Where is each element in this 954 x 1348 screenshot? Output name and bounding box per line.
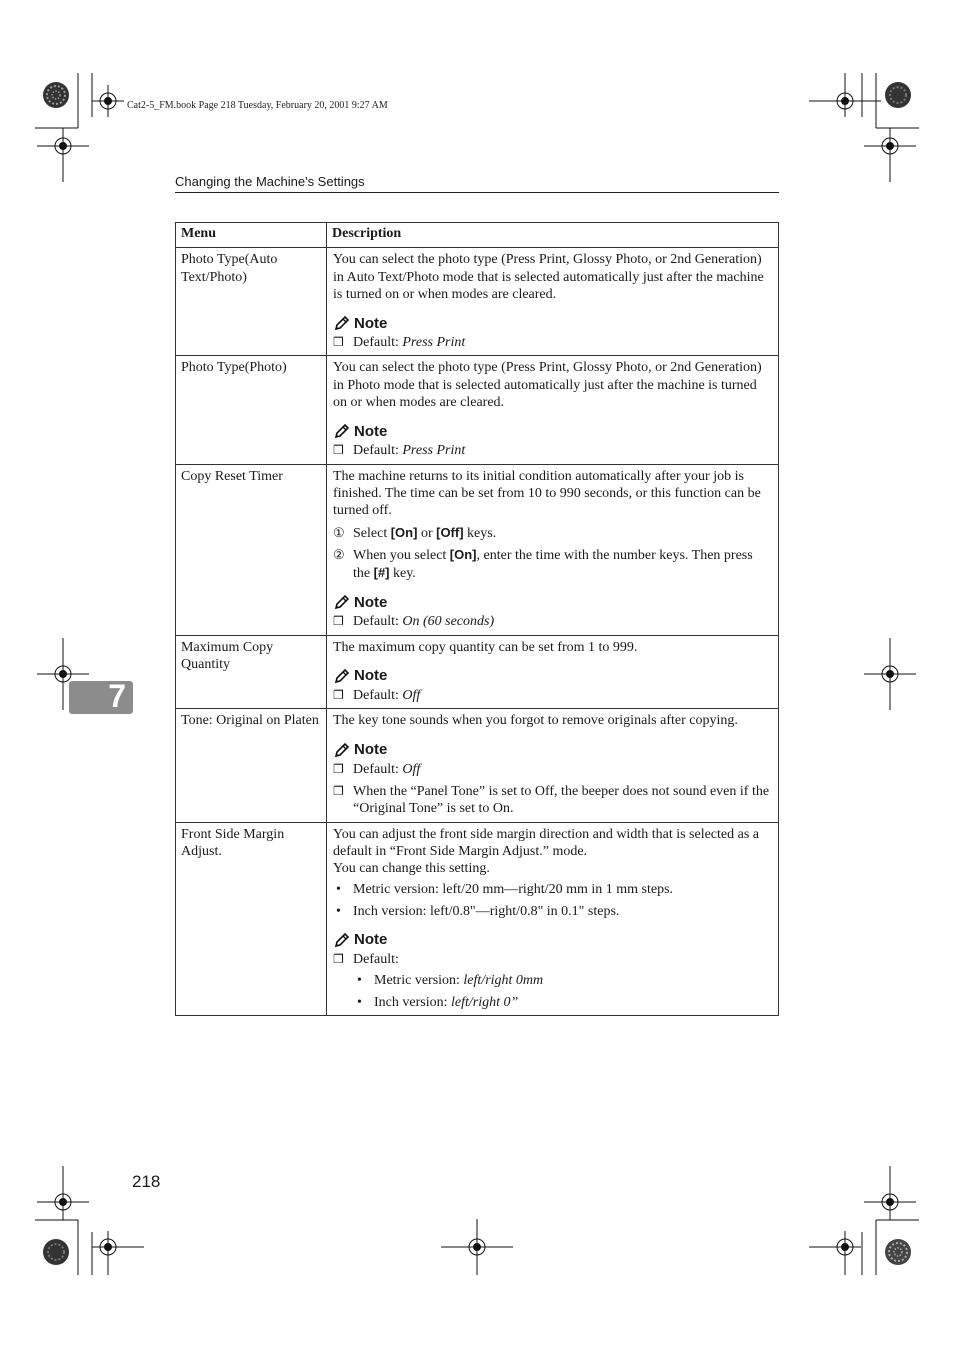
note-label: Note	[354, 740, 388, 758]
note-extra-text: When the “Panel Tone” is set to Off, the beeper does not sound even if the “Original Tone” is set to On.	[353, 783, 770, 817]
note-heading	[333, 930, 773, 950]
bullet-item	[333, 903, 773, 920]
checkbox-bullet-icon: ❒	[333, 761, 344, 776]
pencil-note-icon	[333, 931, 351, 949]
key-name: [Off]	[436, 524, 464, 540]
note-default-value: Off	[402, 688, 421, 704]
table-row	[176, 635, 779, 709]
sub-bullet-label: Metric version:	[374, 973, 464, 989]
note-item	[333, 613, 773, 630]
step-number: ②	[333, 546, 345, 562]
note-default-label: Default:	[353, 443, 399, 459]
checkbox-bullet-icon: ❒	[333, 688, 344, 703]
note-heading	[333, 740, 773, 760]
sub-bullet-label: Inch version:	[374, 994, 451, 1010]
description-cell	[327, 356, 779, 464]
pencil-note-icon	[333, 314, 351, 332]
bullet-text: Metric version: left/20 mm—right/20 mm in 1 mm steps.	[353, 882, 674, 898]
description-text: The key tone sounds when you forgot to remove originals after copying.	[333, 713, 738, 729]
description-text: You can select the photo type (Press Print, Glossy Photo, or 2nd Generation) in Auto Text/Photo mode that is selected automatically just after the machine is turned on or when modes are cleared.	[333, 252, 764, 302]
pencil-note-icon	[333, 422, 351, 440]
description-cell	[327, 464, 779, 635]
note-item	[333, 783, 773, 818]
menu-cell: Photo Type(Auto Text/Photo)	[176, 248, 327, 356]
step-text: or	[417, 525, 437, 541]
table-header-row	[176, 223, 779, 248]
menu-cell: Maximum Copy Quantity	[176, 635, 327, 709]
note-label: Note	[354, 422, 388, 440]
sub-bullet-value: left/right 0”	[450, 994, 519, 1010]
bullet-item	[333, 881, 773, 898]
step-item	[333, 524, 773, 542]
note-heading	[333, 666, 773, 686]
note-default-value: Press Print	[402, 443, 466, 459]
table-row	[176, 822, 779, 1015]
checkbox-bullet-icon: ❒	[333, 443, 344, 458]
step-text: keys.	[463, 525, 497, 541]
menu-cell: Tone: Original on Platen	[176, 709, 327, 822]
note-default-value: On (60 seconds)	[402, 614, 495, 630]
column-header-menu: Menu	[176, 223, 327, 248]
key-name: [On]	[449, 546, 477, 562]
note-default-label: Default:	[353, 614, 399, 630]
note-default-label: Default:	[353, 335, 399, 351]
note-heading	[333, 313, 773, 333]
note-label: Note	[354, 931, 388, 949]
note-default-label: Default:	[353, 952, 399, 968]
note-item	[333, 334, 773, 351]
checkbox-bullet-icon: ❒	[333, 783, 344, 798]
description-text: You can adjust the front side margin direction and width that is selected as a default in “Front Side Margin Adjust.” mode.	[333, 826, 760, 859]
note-default-label: Default:	[353, 761, 399, 777]
bullet-icon: •	[357, 973, 362, 989]
step-text: key.	[389, 566, 416, 582]
description-text: The machine returns to its initial condition automatically after your job is finished. The time can be set from 10 to 990 seconds, or this function can be turned off.	[333, 468, 761, 519]
menu-cell: Photo Type(Photo)	[176, 356, 327, 464]
note-item	[333, 761, 773, 778]
note-item	[333, 687, 773, 704]
description-cell	[327, 709, 779, 822]
checkbox-bullet-icon: ❒	[333, 614, 344, 629]
step-text: , enter the time with the number keys. Then press the	[353, 547, 753, 582]
description-text: The maximum copy quantity can be set from 1 to 999.	[333, 639, 638, 655]
bullet-icon: •	[336, 903, 341, 919]
bullet-icon: •	[336, 882, 341, 898]
chapter-tab	[69, 678, 133, 714]
table-row	[176, 356, 779, 464]
checkbox-bullet-icon: ❒	[333, 952, 344, 967]
description-text: You can select the photo type (Press Print, Glossy Photo, or 2nd Generation) in Photo mode that is selected automatically just after the machine is turned on or when modes are cleared.	[333, 360, 762, 411]
note-default-label: Default:	[353, 688, 399, 704]
checkbox-bullet-icon: ❒	[333, 335, 344, 350]
book-info-line: Cat2-5_FM.book Page 218 Tuesday, February 20, 2001 9:27 AM	[127, 100, 388, 111]
table-row	[176, 248, 779, 356]
pencil-note-icon	[333, 667, 351, 685]
note-item	[333, 951, 773, 968]
description-text-2: You can change this setting.	[333, 861, 490, 877]
bullet-icon: •	[357, 994, 362, 1010]
pencil-note-icon	[333, 741, 351, 759]
step-text: Select	[353, 525, 391, 541]
table-row	[176, 709, 779, 822]
chapter-number: 7	[108, 678, 126, 714]
description-cell	[327, 822, 779, 1015]
note-sub-bullet	[333, 994, 773, 1011]
description-cell	[327, 635, 779, 709]
note-heading	[333, 592, 773, 612]
sub-bullet-value: left/right 0mm	[463, 973, 544, 989]
step-item	[333, 546, 773, 583]
key-name: [On]	[390, 524, 418, 540]
menu-cell: Front Side Margin Adjust.	[176, 822, 327, 1015]
note-label: Note	[354, 593, 388, 611]
column-header-description: Description	[327, 223, 779, 248]
note-item	[333, 442, 773, 459]
note-heading	[333, 421, 773, 441]
table-row	[176, 464, 779, 635]
running-header	[175, 174, 779, 193]
step-text: When you select	[353, 547, 450, 563]
key-name: [#]	[373, 565, 390, 581]
step-number: ①	[333, 524, 345, 540]
note-default-value: Off	[402, 761, 421, 777]
menu-cell: Copy Reset Timer	[176, 464, 327, 635]
note-label: Note	[354, 667, 388, 685]
note-sub-bullet	[333, 972, 773, 989]
description-cell	[327, 248, 779, 356]
note-label: Note	[354, 314, 388, 332]
page-number: 218	[132, 1172, 161, 1191]
bullet-text: Inch version: left/0.8"—right/0.8" in 0.1" steps.	[353, 903, 620, 919]
settings-table	[175, 222, 779, 1016]
pencil-note-icon	[333, 593, 351, 611]
section-title: Changing the Machine's Settings	[175, 174, 365, 189]
note-default-value: Press Print	[402, 335, 466, 351]
